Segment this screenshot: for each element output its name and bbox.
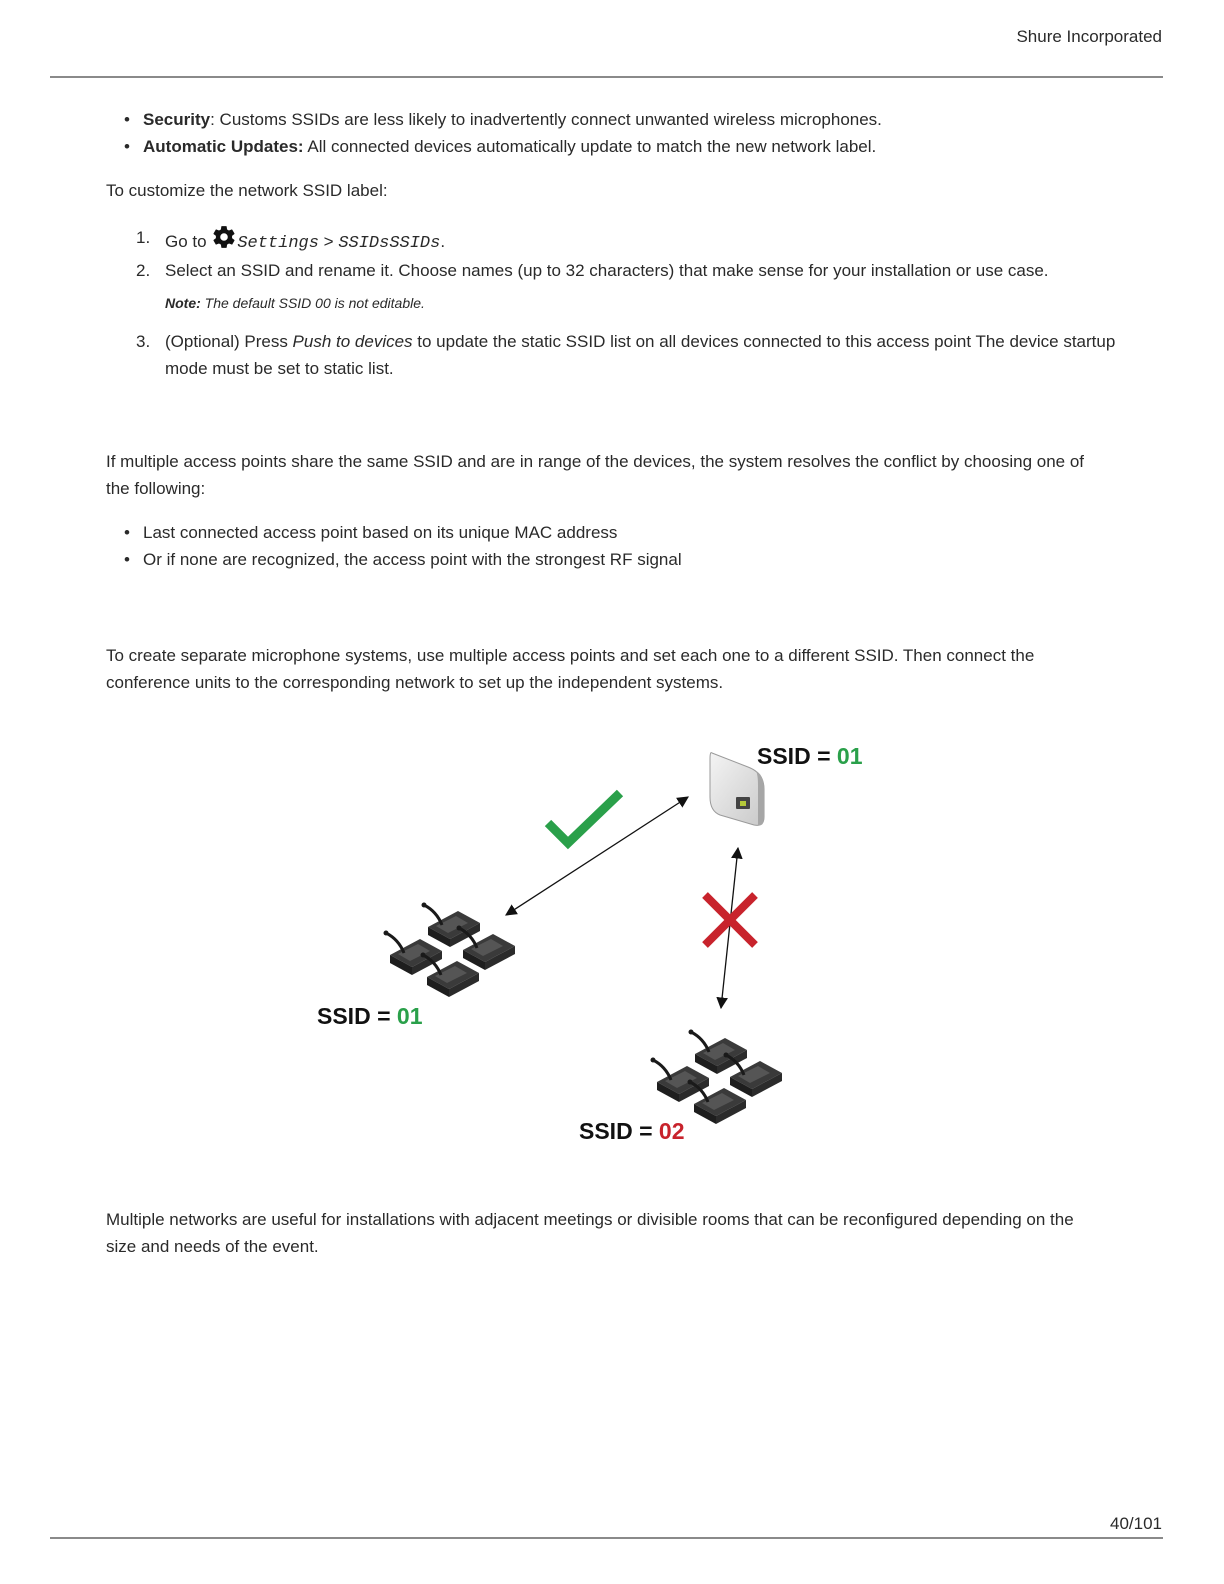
group-a-ssid-label: SSID = 01 xyxy=(317,1003,423,1029)
bullet-list-conflict xyxy=(106,519,682,573)
steps-list xyxy=(106,224,1116,284)
push-to-devices-label: Push to devices xyxy=(292,332,413,351)
cross-mark-icon xyxy=(705,895,755,945)
access-point-icon xyxy=(710,753,764,826)
list-item: • Automatic Updates: All connected devices automatically update to match the new network label. xyxy=(106,133,882,160)
conference-units-group-b xyxy=(651,1030,783,1125)
check-mark-icon xyxy=(548,793,620,843)
list-item: • Security: Customs SSIDs are less likely to inadvertently connect unwanted wireless microphones. xyxy=(106,106,882,133)
header-company: Shure Incorporated xyxy=(1016,27,1162,46)
paragraph-multiple-networks: Multiple networks are useful for installations with adjacent meetings or divisible rooms that can be reconfigured depending on the size and needs of the event. xyxy=(106,1210,1074,1256)
step-item: 2. Select an SSID and rename it. Choose names (up to 32 characters) that make sense for your installation or use case. xyxy=(136,261,1049,280)
group-b-ssid-label: SSID = 02 xyxy=(579,1118,685,1144)
menu-ssids[interactable]: SSIDsSSIDs xyxy=(338,234,441,253)
note: Note: The default SSID 00 is not editable. xyxy=(165,295,425,311)
gear-icon[interactable] xyxy=(211,224,237,250)
steps-list-continued xyxy=(106,328,1116,382)
footer-rule xyxy=(50,1537,1163,1539)
list-item: • Or if none are recognized, the access point with the strongest RF signal xyxy=(106,546,682,573)
paragraph-separate: To create separate microphone systems, use multiple access points and set each one to a different SSID. Then connect the conference units to the corresponding network to set up the independent systems. xyxy=(106,646,1035,692)
step-item: 1. Go to Settings > SSIDsSSIDs. xyxy=(106,224,1116,257)
paragraph-conflict: If multiple access points share the same SSID and are in range of the devices, the system resolves the conflict by choosing one of the following: xyxy=(106,452,1085,498)
page-number: 40/101 xyxy=(1110,1514,1162,1533)
menu-settings[interactable]: Settings xyxy=(237,234,319,253)
conference-units-group-a xyxy=(384,903,516,998)
step-item: 3. (Optional) Press Push to devices to update the static SSID list on all devices connected to this access point The device startup mode must be set to static list. xyxy=(136,332,1116,378)
access-point-ssid-label: SSID = 01 xyxy=(757,743,863,769)
intro-customize: To customize the network SSID label: xyxy=(106,181,388,200)
list-item: • Last connected access point based on its unique MAC address xyxy=(106,519,682,546)
header-rule xyxy=(50,76,1163,78)
bullet-list-benefits xyxy=(106,106,882,160)
ssid-diagram xyxy=(300,735,900,1155)
